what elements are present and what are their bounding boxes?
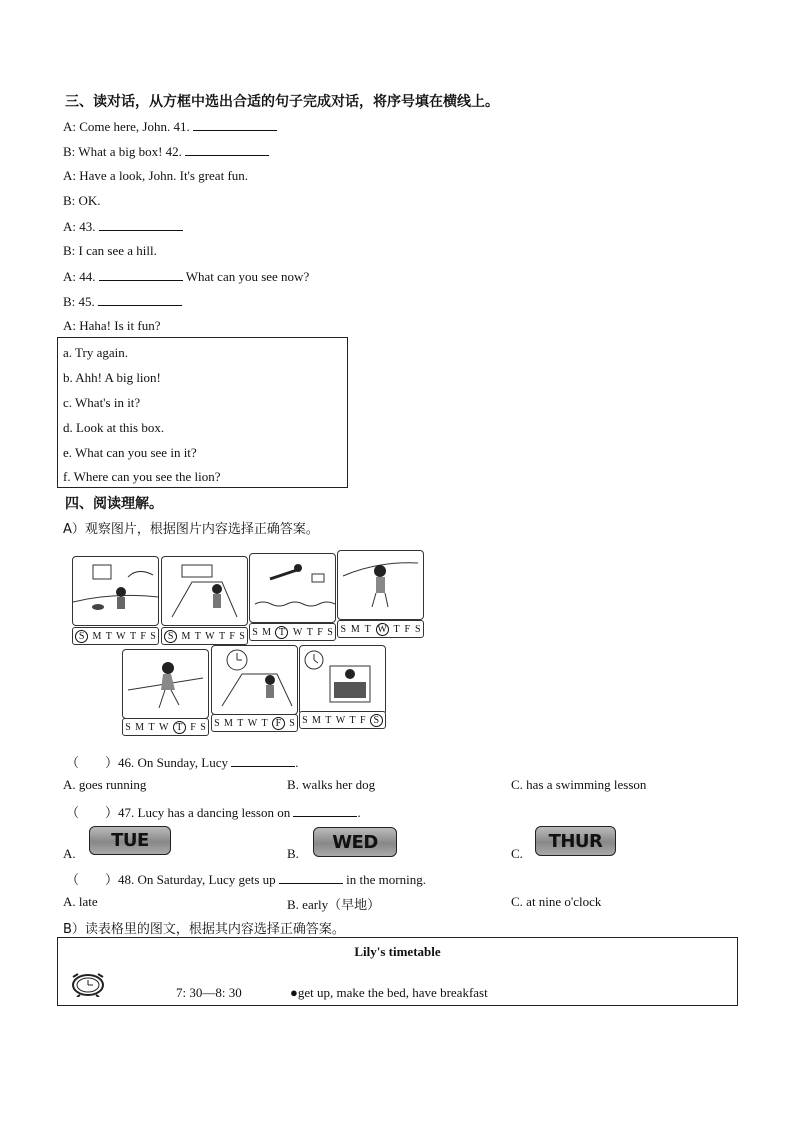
option-b: b. Ahh! A big lion! <box>63 370 161 385</box>
dancing-bar-illustration <box>338 551 423 619</box>
walk-dog-illustration <box>73 557 158 625</box>
week-strip-sunday: S M T W T F S <box>72 627 159 645</box>
answer-blank-43[interactable] <box>99 218 183 231</box>
wed-day-image[interactable]: WED <box>313 827 397 857</box>
answer-blank-42[interactable] <box>185 143 269 156</box>
bed-clock-illustration <box>300 646 385 714</box>
week-strip-tuesday: S M T W T F S <box>249 623 336 641</box>
section3-heading: 三、读对话，从方框中选出合适的句子完成对话，将序号填在横线上。 <box>65 94 499 110</box>
question-46: （ ）46. On Sunday, Lucy . <box>66 755 299 770</box>
sunday-walk-dog-picture <box>72 556 159 626</box>
dialogue-line: A: Haha! Is it fun? <box>63 318 161 333</box>
week-strip-friday: S M T W T F S <box>211 714 298 732</box>
answer-blank-44[interactable] <box>99 268 183 281</box>
partA-instruction: A）观察图片，根据图片内容选择正确答案。 <box>63 522 319 537</box>
monday-picture <box>161 556 248 626</box>
q46-option-c[interactable]: C. has a swimming lesson <box>511 777 647 792</box>
timetable-activity: ●get up, make the bed, have breakfast <box>290 985 488 1000</box>
swimming-illustration <box>250 554 335 622</box>
dialogue-line-44: A: 44. What can you see now? <box>63 269 310 284</box>
week-strip-monday: S M T W T F S <box>161 627 248 645</box>
dialogue-line-42: B: What a big box! 42. <box>63 143 269 160</box>
option-c: c. What's in it? <box>63 395 141 410</box>
answer-blank-45[interactable] <box>98 293 182 306</box>
answer-blank-48[interactable] <box>279 871 343 884</box>
question-48: （ ）48. On Saturday, Lucy gets up in the morning. <box>66 872 426 887</box>
q48-option-a[interactable]: A. late <box>63 894 98 909</box>
school-illustration <box>162 557 247 625</box>
q47-option-a[interactable]: A. <box>63 846 76 861</box>
q46-option-b[interactable]: B. walks her dog <box>287 777 376 792</box>
week-strip-wednesday: S M T W T F S <box>337 620 424 638</box>
answer-blank-46[interactable] <box>231 754 295 767</box>
tuesday-swimming-picture <box>249 553 336 623</box>
partB-instruction: B）读表格里的图文，根据其内容选择正确答案。 <box>63 922 345 937</box>
option-f: f. Where can you see the lion? <box>63 469 221 484</box>
week-strip-saturday: S M T W T F S <box>299 711 386 729</box>
answer-blank-41[interactable] <box>193 118 277 131</box>
dialogue-line: B: OK. <box>63 193 101 208</box>
thur-day-image[interactable]: THUR <box>535 826 616 856</box>
saturday-sleeping-picture <box>299 645 386 715</box>
timetable-title: Lily's timetable <box>354 944 441 959</box>
alarm-clock-icon <box>68 971 108 1001</box>
section4-heading: 四、阅读理解。 <box>65 496 163 512</box>
q47-option-c[interactable]: C. <box>511 846 523 861</box>
option-a: a. Try again. <box>63 345 128 360</box>
school-clock-illustration <box>212 646 297 714</box>
q46-option-a[interactable]: A. goes running <box>63 777 147 792</box>
ballet-illustration <box>123 650 208 718</box>
timetable <box>57 937 738 1006</box>
answer-blank-47[interactable] <box>293 804 357 817</box>
option-e: e. What can you see in it? <box>63 445 197 460</box>
dialogue-line: B: I can see a hill. <box>63 243 157 258</box>
option-d: d. Look at this box. <box>63 420 165 435</box>
dialogue-line: A: Have a look, John. It's great fun. <box>63 168 249 183</box>
q48-option-b[interactable]: B. early（早地） <box>287 897 381 912</box>
dialogue-line-43: A: 43. <box>63 218 183 235</box>
dialogue-line-41: A: Come here, John. 41. <box>63 118 277 135</box>
friday-picture <box>211 645 298 715</box>
thursday-dancing-picture <box>122 649 209 719</box>
wednesday-picture <box>337 550 424 620</box>
q47-option-b[interactable]: B. <box>287 846 299 861</box>
timetable-time: 7: 30—8: 30 <box>176 985 242 1000</box>
options-box <box>57 337 348 488</box>
week-strip-thursday: S M T W T F S <box>122 718 209 736</box>
question-47: （ ）47. Lucy has a dancing lesson on . <box>66 805 361 820</box>
q48-option-c[interactable]: C. at nine o'clock <box>511 894 602 909</box>
tue-day-image[interactable]: TUE <box>89 826 171 855</box>
dialogue-line-45: B: 45. <box>63 293 182 310</box>
